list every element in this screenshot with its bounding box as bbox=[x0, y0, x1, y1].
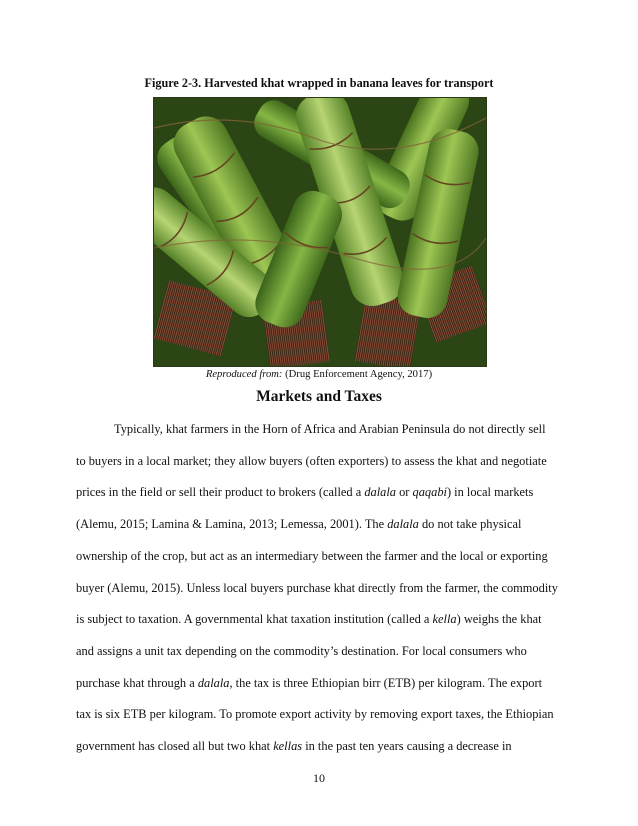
paragraph-line bbox=[76, 453, 547, 469]
italic-term: kella bbox=[432, 612, 457, 627]
text-run: purchase khat through a bbox=[76, 675, 198, 690]
italic-term: dalala bbox=[197, 675, 230, 690]
paragraph-line bbox=[76, 516, 521, 532]
text-run: to buyers in a local market; they allow buyers (often exporters) to assess the khat and negotiate bbox=[76, 453, 547, 468]
text-run: and assigns a unit tax depending on the commodity’s destination. For local consumers who bbox=[76, 643, 527, 658]
figure-caption: Figure 2-3. Harvested khat wrapped in banana leaves for transport bbox=[144, 76, 494, 90]
figure-credit-source: (Drug Enforcement Agency, 2017) bbox=[282, 369, 433, 380]
text-run: or bbox=[396, 485, 413, 500]
page-number: 10 bbox=[313, 771, 325, 785]
paragraph-line bbox=[76, 548, 548, 564]
paragraph-line bbox=[76, 738, 512, 754]
text-run: tax is six ETB per kilogram. To promote export activity by removing export taxes, the Ethiopian bbox=[76, 707, 554, 722]
paragraph-line bbox=[76, 484, 533, 500]
section-heading: Markets and Taxes bbox=[256, 388, 382, 405]
text-run: Typically, khat farmers in the Horn of Africa and Arabian Peninsula do not directly sell bbox=[114, 422, 546, 436]
text-run: ) weighs the khat bbox=[456, 612, 542, 627]
khat-bundles-photo bbox=[154, 98, 486, 366]
text-run: (Alemu, 2015; Lamina & Lamina, 2013; Lemessa, 2001). The bbox=[76, 517, 388, 532]
paragraph-line bbox=[76, 675, 542, 691]
text-run: ownership of the crop, but act as an intermediary between the farmer and the local or exporting bbox=[76, 548, 548, 563]
text-run: do not take physical bbox=[418, 517, 522, 532]
paragraph-line bbox=[114, 421, 546, 437]
italic-term: dalala bbox=[387, 517, 419, 532]
text-run: , the tax is three Ethiopian birr (ETB) per kilogram. The export bbox=[229, 675, 543, 690]
figure-credit-prefix: Reproduced from: bbox=[205, 369, 283, 380]
italic-term: dalala bbox=[364, 485, 396, 500]
text-run: in the past ten years causing a decrease in bbox=[302, 739, 512, 753]
text-run: government has closed all but two khat bbox=[76, 739, 274, 753]
paragraph-line bbox=[76, 643, 527, 659]
figure-credit bbox=[0, 368, 638, 381]
text-run: is subject to taxation. A governmental khat taxation institution (called a bbox=[76, 612, 433, 627]
paragraph-line bbox=[76, 580, 558, 596]
italic-term: qaqabi bbox=[412, 485, 447, 500]
text-run: ) in local markets bbox=[446, 485, 534, 500]
text-run: prices in the field or sell their product to brokers (called a bbox=[76, 485, 365, 500]
figure-image bbox=[153, 97, 487, 367]
text-run: buyer (Alemu, 2015). Unless local buyers purchase khat directly from the farmer, the commodity bbox=[76, 580, 558, 595]
paragraph-line bbox=[76, 611, 542, 627]
paragraph-line bbox=[76, 706, 554, 722]
italic-term: kellas bbox=[273, 739, 303, 753]
